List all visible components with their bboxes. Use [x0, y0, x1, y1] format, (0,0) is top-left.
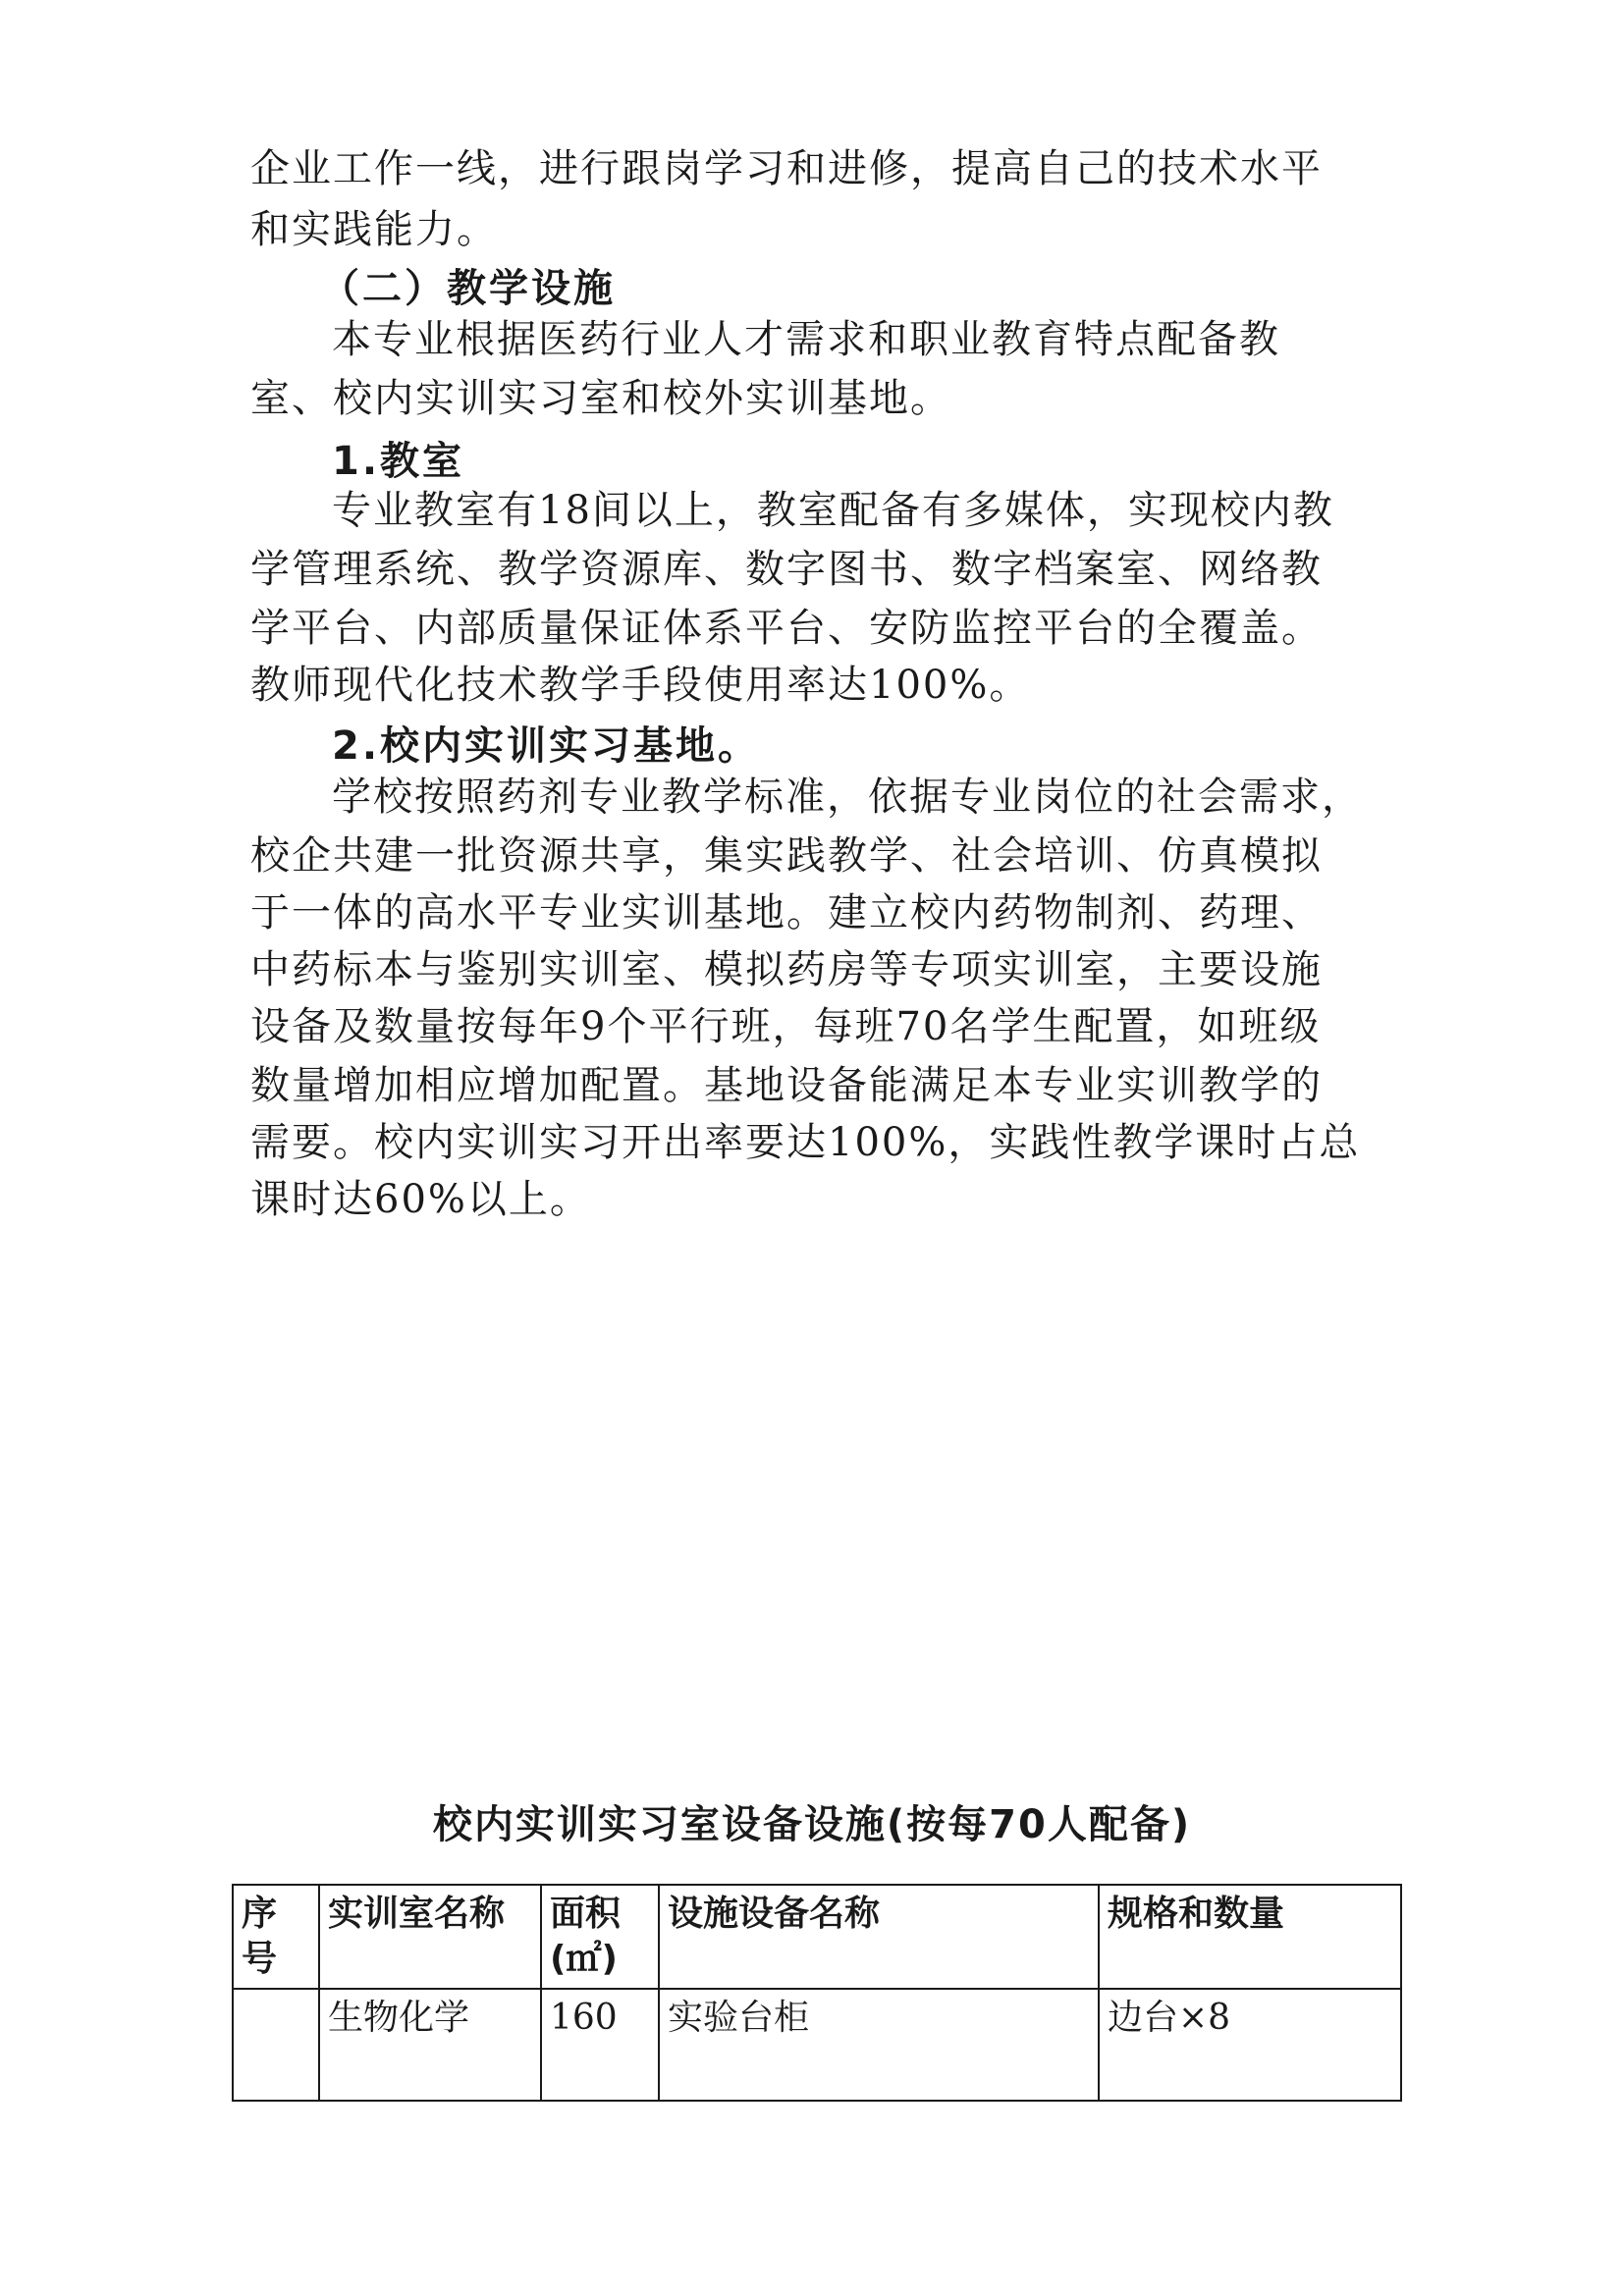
cell-area: 160: [541, 1989, 659, 2101]
equipment-table: [232, 1884, 1402, 2102]
cell-equipment: 实验台柜: [659, 1989, 1099, 2101]
paragraph-line: 校企共建一批资源共享，集实践教学、社会培训、仿真模拟: [250, 833, 1323, 879]
paragraph-line: 本专业根据医药行业人才需求和职业教育特点配备教: [332, 317, 1280, 362]
cell-seq: [233, 1989, 319, 2101]
header-equipment: 设施设备名称: [659, 1885, 1099, 1989]
paragraph-line: 教师现代化技术教学手段使用率达100%。: [250, 663, 1031, 708]
table-header-row: [233, 1885, 1401, 1989]
table-row: [233, 1989, 1401, 2101]
paragraph-line: 中药标本与鉴别实训室、模拟药房等专项实训室，主要设施: [250, 947, 1323, 992]
paragraph-line: 课时达60%以上。: [250, 1177, 591, 1222]
paragraph-line: 学校按照药剂专业教学标准，依据专业岗位的社会需求，: [332, 774, 1363, 820]
cell-room-name: 生物化学: [319, 1989, 541, 2101]
header-spec: 规格和数量: [1099, 1885, 1401, 1989]
paragraph-line: 设备及数量按每年9个平行班，每班70名学生配置，如班级: [250, 1004, 1322, 1049]
subsection-heading: 1.教室: [332, 439, 465, 484]
paragraph-line: 室、校内实训实习室和校外实训基地。: [250, 376, 951, 421]
header-seq: 序号: [233, 1885, 319, 1989]
table-title: 校内实训实习室设备设施(按每70人配备): [432, 1802, 1192, 1847]
paragraph-line: 数量增加相应增加配置。基地设备能满足本专业实训教学的: [250, 1063, 1323, 1108]
section-heading: （二）教学设施: [320, 266, 616, 311]
paragraph-line: 企业工作一线，进行跟岗学习和进修，提高自己的技术水平: [250, 146, 1323, 191]
header-room-name: 实训室名称: [319, 1885, 541, 1989]
paragraph-line: 需要。校内实训实习开出率要达100%，实践性教学课时占总: [250, 1120, 1361, 1165]
header-area: 面积(㎡): [541, 1885, 659, 1989]
paragraph-line: 和实践能力。: [250, 207, 498, 252]
paragraph-line: 学平台、内部质量保证体系平台、安防监控平台的全覆盖。: [250, 606, 1323, 651]
paragraph-line: 学管理系统、教学资源库、数字图书、数字档案室、网络教: [250, 547, 1323, 592]
paragraph-line: 于一体的高水平专业实训基地。建立校内药物制剂、药理、: [250, 890, 1323, 935]
subsection-heading: 2.校内实训实习基地。: [332, 723, 761, 769]
paragraph-line: 专业教室有18间以上，教室配备有多媒体，实现校内教: [332, 488, 1334, 533]
cell-spec: 边台×8: [1099, 1989, 1401, 2101]
